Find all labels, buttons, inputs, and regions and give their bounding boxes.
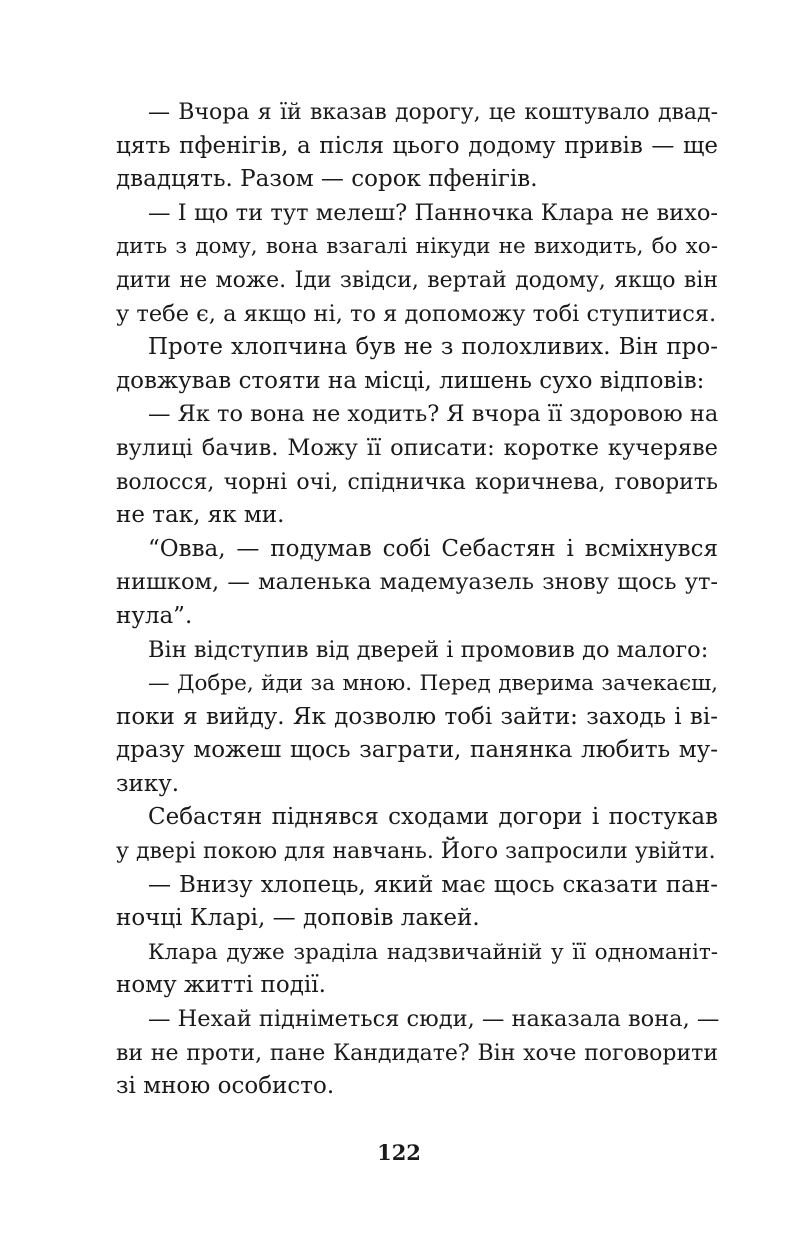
text-line: дити не може. Іди звідси, вертай додому, якщо він [116, 267, 718, 293]
text-line: дразу можеш щось заграти, панянка любить му- [116, 737, 718, 764]
text-line: у двері покою для навчань. Його запросили увійти. [116, 839, 716, 865]
text-line: — Нехай підніметься сюди, — наказала вона, — [148, 1006, 720, 1033]
page-number: 122 [377, 1140, 421, 1165]
text-line: Клара дуже зраділа надзвичайній у її одноманіт- [148, 939, 718, 965]
text-line: вулиці бачив. Можу її описати: коротке кучеряве [116, 434, 718, 461]
text-line: — Добре, йди за мною. Перед дверима зачекаєш, [148, 671, 718, 697]
text-line: — Вчора я їй вказав дорогу, це коштувало двад- [148, 100, 718, 125]
text-line: ви не проти, пане Кандидате? Він хоче поговорити [116, 1040, 718, 1066]
text-line: у тебе є, а якщо ні, то я допоможу тобі ступитися. [116, 300, 717, 327]
text-line: нула”. [116, 602, 193, 629]
text-line: — Як то вона не ходить? Я вчора її здоровою на [148, 401, 719, 428]
text-line: — І що ти тут мелеш? Панночка Клара не вихо- [148, 199, 718, 226]
page-text [116, 96, 718, 1104]
text-line: “Овва, — подумав собі Себастян і всміхнувся [148, 535, 718, 562]
text-line: довжував стояти на місці, лишень сухо відповів: [116, 367, 705, 394]
text-line: ночці Кларі, — доповів лакей. [116, 905, 480, 932]
text-line: зі мною особисто. [116, 1073, 335, 1100]
text-line: поки я вийду. Як дозволю тобі зайти: заходь і ві- [116, 703, 718, 730]
text-line: двадцять. Разом — сорок пфенігів. [116, 166, 538, 193]
text-line: не так, як ми. [116, 502, 285, 529]
text-line: Проте хлопчина був не з полохливих. Він про- [148, 334, 718, 361]
text-line: — Внизу хлопець, який має щось сказати пан- [148, 871, 718, 898]
text-line: дить з дому, вона взагалі нікуди не виходить, бо хо- [116, 234, 718, 260]
text-line: зику. [116, 770, 180, 797]
text-line: волосся, чорні очі, спідничка коричнева, говорить [116, 469, 718, 495]
text-line: Себастян піднявся сходами догори і постукав [148, 804, 718, 831]
text-line: ному житті події. [116, 972, 326, 999]
text-line: нишком, — маленька мадемуазель знову щось ут- [116, 569, 718, 596]
text-line: Він відступив від дверей і промовив до малого: [148, 636, 709, 663]
text-line: цять пфенігів, а після цього додому привів — ще [116, 132, 718, 159]
